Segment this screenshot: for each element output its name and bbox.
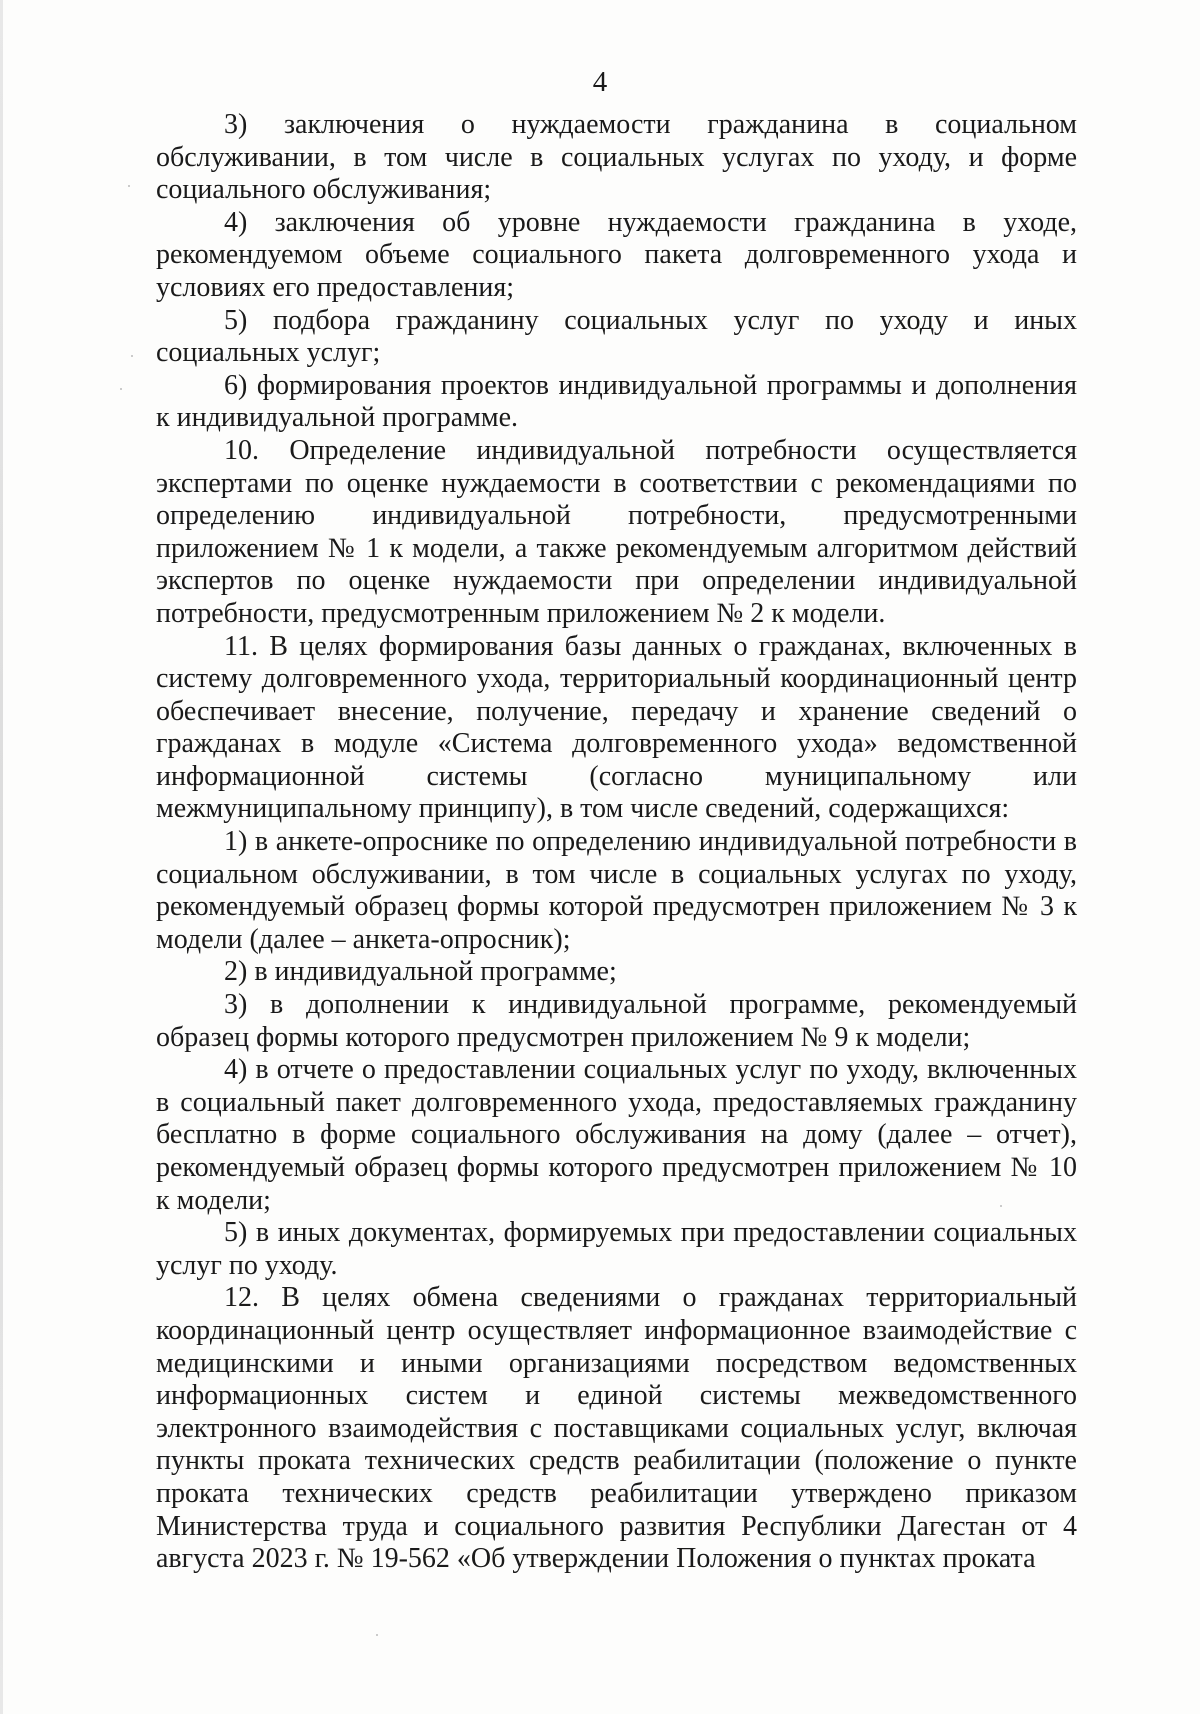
paragraph-item-4-conclusion-care-level: 4) заключения об уровне нуждаемости гражданина в уходе, рекомендуемом объеме социального пакета долговременного ухода и условиях его предоставления;	[156, 206, 1077, 303]
paragraph-item-3-conclusion-need: 3) заключения о нуждаемости гражданина в социальном обслуживании, в том числе в социальных услугах по уходу, и форме социального обслуживания;	[156, 109, 1077, 206]
paragraph-section-10: 10. Определение индивидуальной потребности осуществляется экспертами по оценке нуждаемости в соответствии с рекомендациями по определению индивидуальной потребности, предусмотренными приложением № 1 к модели, а также рекомендуемым алгоритмом действий экспертов по оценке нуждаемости при определении индивидуальной потребности, предусмотренным приложением № 2 к модели.	[156, 434, 1077, 629]
scan-speck	[128, 185, 130, 187]
scan-speck	[1000, 1205, 1002, 1207]
scan-edge	[0, 0, 3, 1714]
document-body	[156, 109, 1077, 1576]
paragraph-item-5-service-selection: 5) подбора гражданину социальных услуг по уходу и иных социальных услуг;	[156, 304, 1077, 369]
scan-speck	[131, 355, 133, 357]
paragraph-item-4-report: 4) в отчете о предоставлении социальных услуг по уходу, включенных в социальный пакет долговременного ухода, предоставляемых гражданину бесплатно в форме социального обслуживания на дому (далее – отчет), рекомендуемый образец формы которого предусмотрен приложением № 10 к модели;	[156, 1054, 1077, 1216]
scan-speck	[376, 1634, 378, 1636]
paragraph-item-1-questionnaire: 1) в анкете-опроснике по определению индивидуальной потребности в социальном обслуживании, в том числе в социальных услугах по уходу, рекомендуемый образец формы которой предусмотрен приложением № 3 к модели (далее – анкета-опросник);	[156, 826, 1077, 955]
page-number: 4	[592, 66, 608, 98]
paragraph-item-3-program-supplement: 3) в дополнении к индивидуальной программе, рекомендуемый образец формы которого предусмотрен приложением № 9 к модели;	[156, 989, 1077, 1053]
paragraph-item-5-other-documents: 5) в иных документах, формируемых при предоставлении социальных услуг по уходу.	[156, 1217, 1077, 1281]
paragraph-section-11: 11. В целях формирования базы данных о гражданах, включенных в систему долговременного ухода, территориальный координационный центр обеспечивает внесение, получение, передачу и хранение сведений о гражданах в модуле «Система долговременного ухода» ведомственной информационной системы (согласно муниципальному или межмуниципальному принципу), в том числе сведений, содержащихся:	[156, 630, 1077, 825]
paragraph-item-6-program-drafts: 6) формирования проектов индивидуальной программы и дополнения к индивидуальной программе.	[156, 369, 1077, 434]
paragraph-section-12: 12. В целях обмена сведениями о гражданах территориальный координационный центр осуществляет информационное взаимодействие с медицинскими и иными организациями посредством ведомственных информационных систем и единой системы межведомственного электронного взаимодействия с поставщиками социальных услуг, включая пункты проката технических средств реабилитации (положение о пункте проката технических средств реабилитации утверждено приказом Министерства труда и социального развития Республики Дагестан от 4 августа 2023 г. № 19-562 «Об утверждении Положения о пунктах проката	[156, 1282, 1077, 1575]
scan-speck	[120, 388, 122, 390]
paragraph-item-2-individual-program: 2) в индивидуальной программе;	[224, 956, 617, 988]
